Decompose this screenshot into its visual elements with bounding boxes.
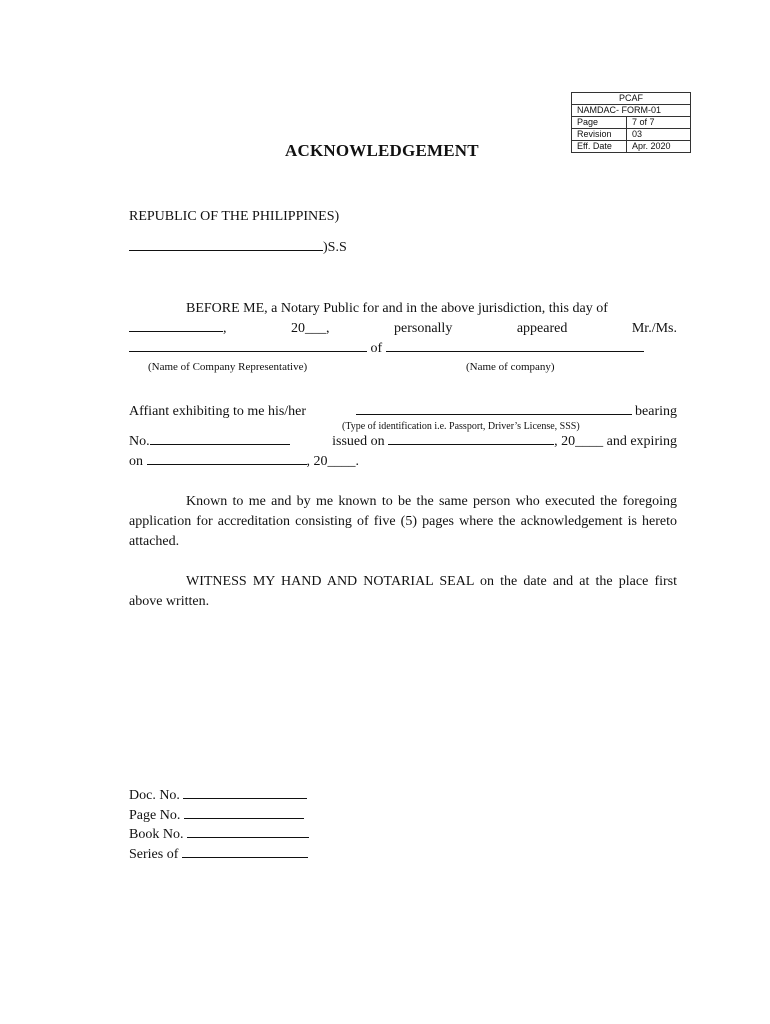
personally-word: personally xyxy=(394,321,453,336)
expiry-date-blank[interactable] xyxy=(147,463,307,465)
expiry-year: , 20____. xyxy=(306,454,359,469)
book-no-blank[interactable] xyxy=(187,836,309,838)
mr-ms-word: Mr./Ms. xyxy=(631,321,677,336)
doc-no-line xyxy=(129,788,307,804)
issued-on-label: issued on xyxy=(332,434,385,449)
page-no-line xyxy=(129,808,304,824)
doc-no-label: Doc. No. xyxy=(129,788,180,803)
page-no-blank[interactable] xyxy=(184,817,304,819)
series-of-label: Series of xyxy=(129,847,179,862)
issued-field xyxy=(332,434,677,450)
issued-year-expiring: , 20____ and expiring xyxy=(554,434,677,449)
control-form-no: NAMDAC- FORM-01 xyxy=(572,105,691,117)
before-me-line1: BEFORE ME, a Notary Public for and in the above jurisdiction, this day of xyxy=(186,301,608,316)
book-no-label: Book No. xyxy=(129,827,184,842)
id-type-blank[interactable] xyxy=(356,413,632,415)
doc-no-blank[interactable] xyxy=(183,797,307,799)
of-word: of xyxy=(370,341,383,356)
ss-line xyxy=(129,240,347,256)
control-page-label: Page xyxy=(572,117,627,129)
affiant-exhibiting: Affiant exhibiting to me his/her xyxy=(129,404,307,419)
series-of-line xyxy=(129,847,308,863)
affiant-line2 xyxy=(129,434,677,450)
before-me-line3 xyxy=(129,341,644,357)
caption-company: (Name of company) xyxy=(466,361,555,373)
bearing-word: bearing xyxy=(635,404,677,419)
no-label: No. xyxy=(129,434,150,449)
known-paragraph xyxy=(129,492,677,552)
series-of-blank[interactable] xyxy=(182,856,308,858)
day-blank[interactable] xyxy=(129,330,223,332)
day-field xyxy=(129,321,227,337)
witness-paragraph xyxy=(129,572,677,612)
caption-id-type: (Type of identification i.e. Passport, Driver’s License, SSS) xyxy=(342,421,580,432)
company-name-blank[interactable] xyxy=(386,350,644,352)
before-me-line2 xyxy=(129,321,677,337)
control-page-value: 7 of 7 xyxy=(627,117,691,129)
control-revision-label: Revision xyxy=(572,129,627,141)
affiant-line3 xyxy=(129,454,359,470)
page-no-label: Page No. xyxy=(129,808,181,823)
republic-line: REPUBLIC OF THE PHILIPPINES) xyxy=(129,209,340,224)
caption-representative: (Name of Company Representative) xyxy=(148,361,308,373)
id-number-blank[interactable] xyxy=(150,443,290,445)
day-comma: , xyxy=(223,321,227,336)
on-label: on xyxy=(129,454,143,469)
id-no-field xyxy=(129,434,290,450)
control-eff-date-label: Eff. Date xyxy=(572,141,627,153)
appeared-word: appeared xyxy=(516,321,568,336)
document-control-table xyxy=(571,92,691,153)
year-field: 20___, xyxy=(291,321,330,336)
control-code: PCAF xyxy=(572,93,691,105)
representative-name-blank[interactable] xyxy=(129,350,367,352)
issued-date-blank[interactable] xyxy=(388,443,554,445)
known-text: Known to me and by me known to be the same person who executed the foregoing application for accreditation consisting of five (5) pages where the acknowledgement is hereto attached. xyxy=(129,494,677,549)
witness-text: WITNESS MY HAND AND NOTARIAL SEAL on the date and at the place first above written. xyxy=(129,574,677,609)
venue-blank[interactable] xyxy=(129,249,323,251)
control-eff-date-value: Apr. 2020 xyxy=(627,141,691,153)
affiant-line1 xyxy=(129,404,677,420)
id-type-field xyxy=(356,404,677,420)
control-revision-value: 03 xyxy=(627,129,691,141)
ss-label: )S.S xyxy=(323,240,347,255)
book-no-line xyxy=(129,827,309,843)
page-title: ACKNOWLEDGEMENT xyxy=(285,141,479,160)
